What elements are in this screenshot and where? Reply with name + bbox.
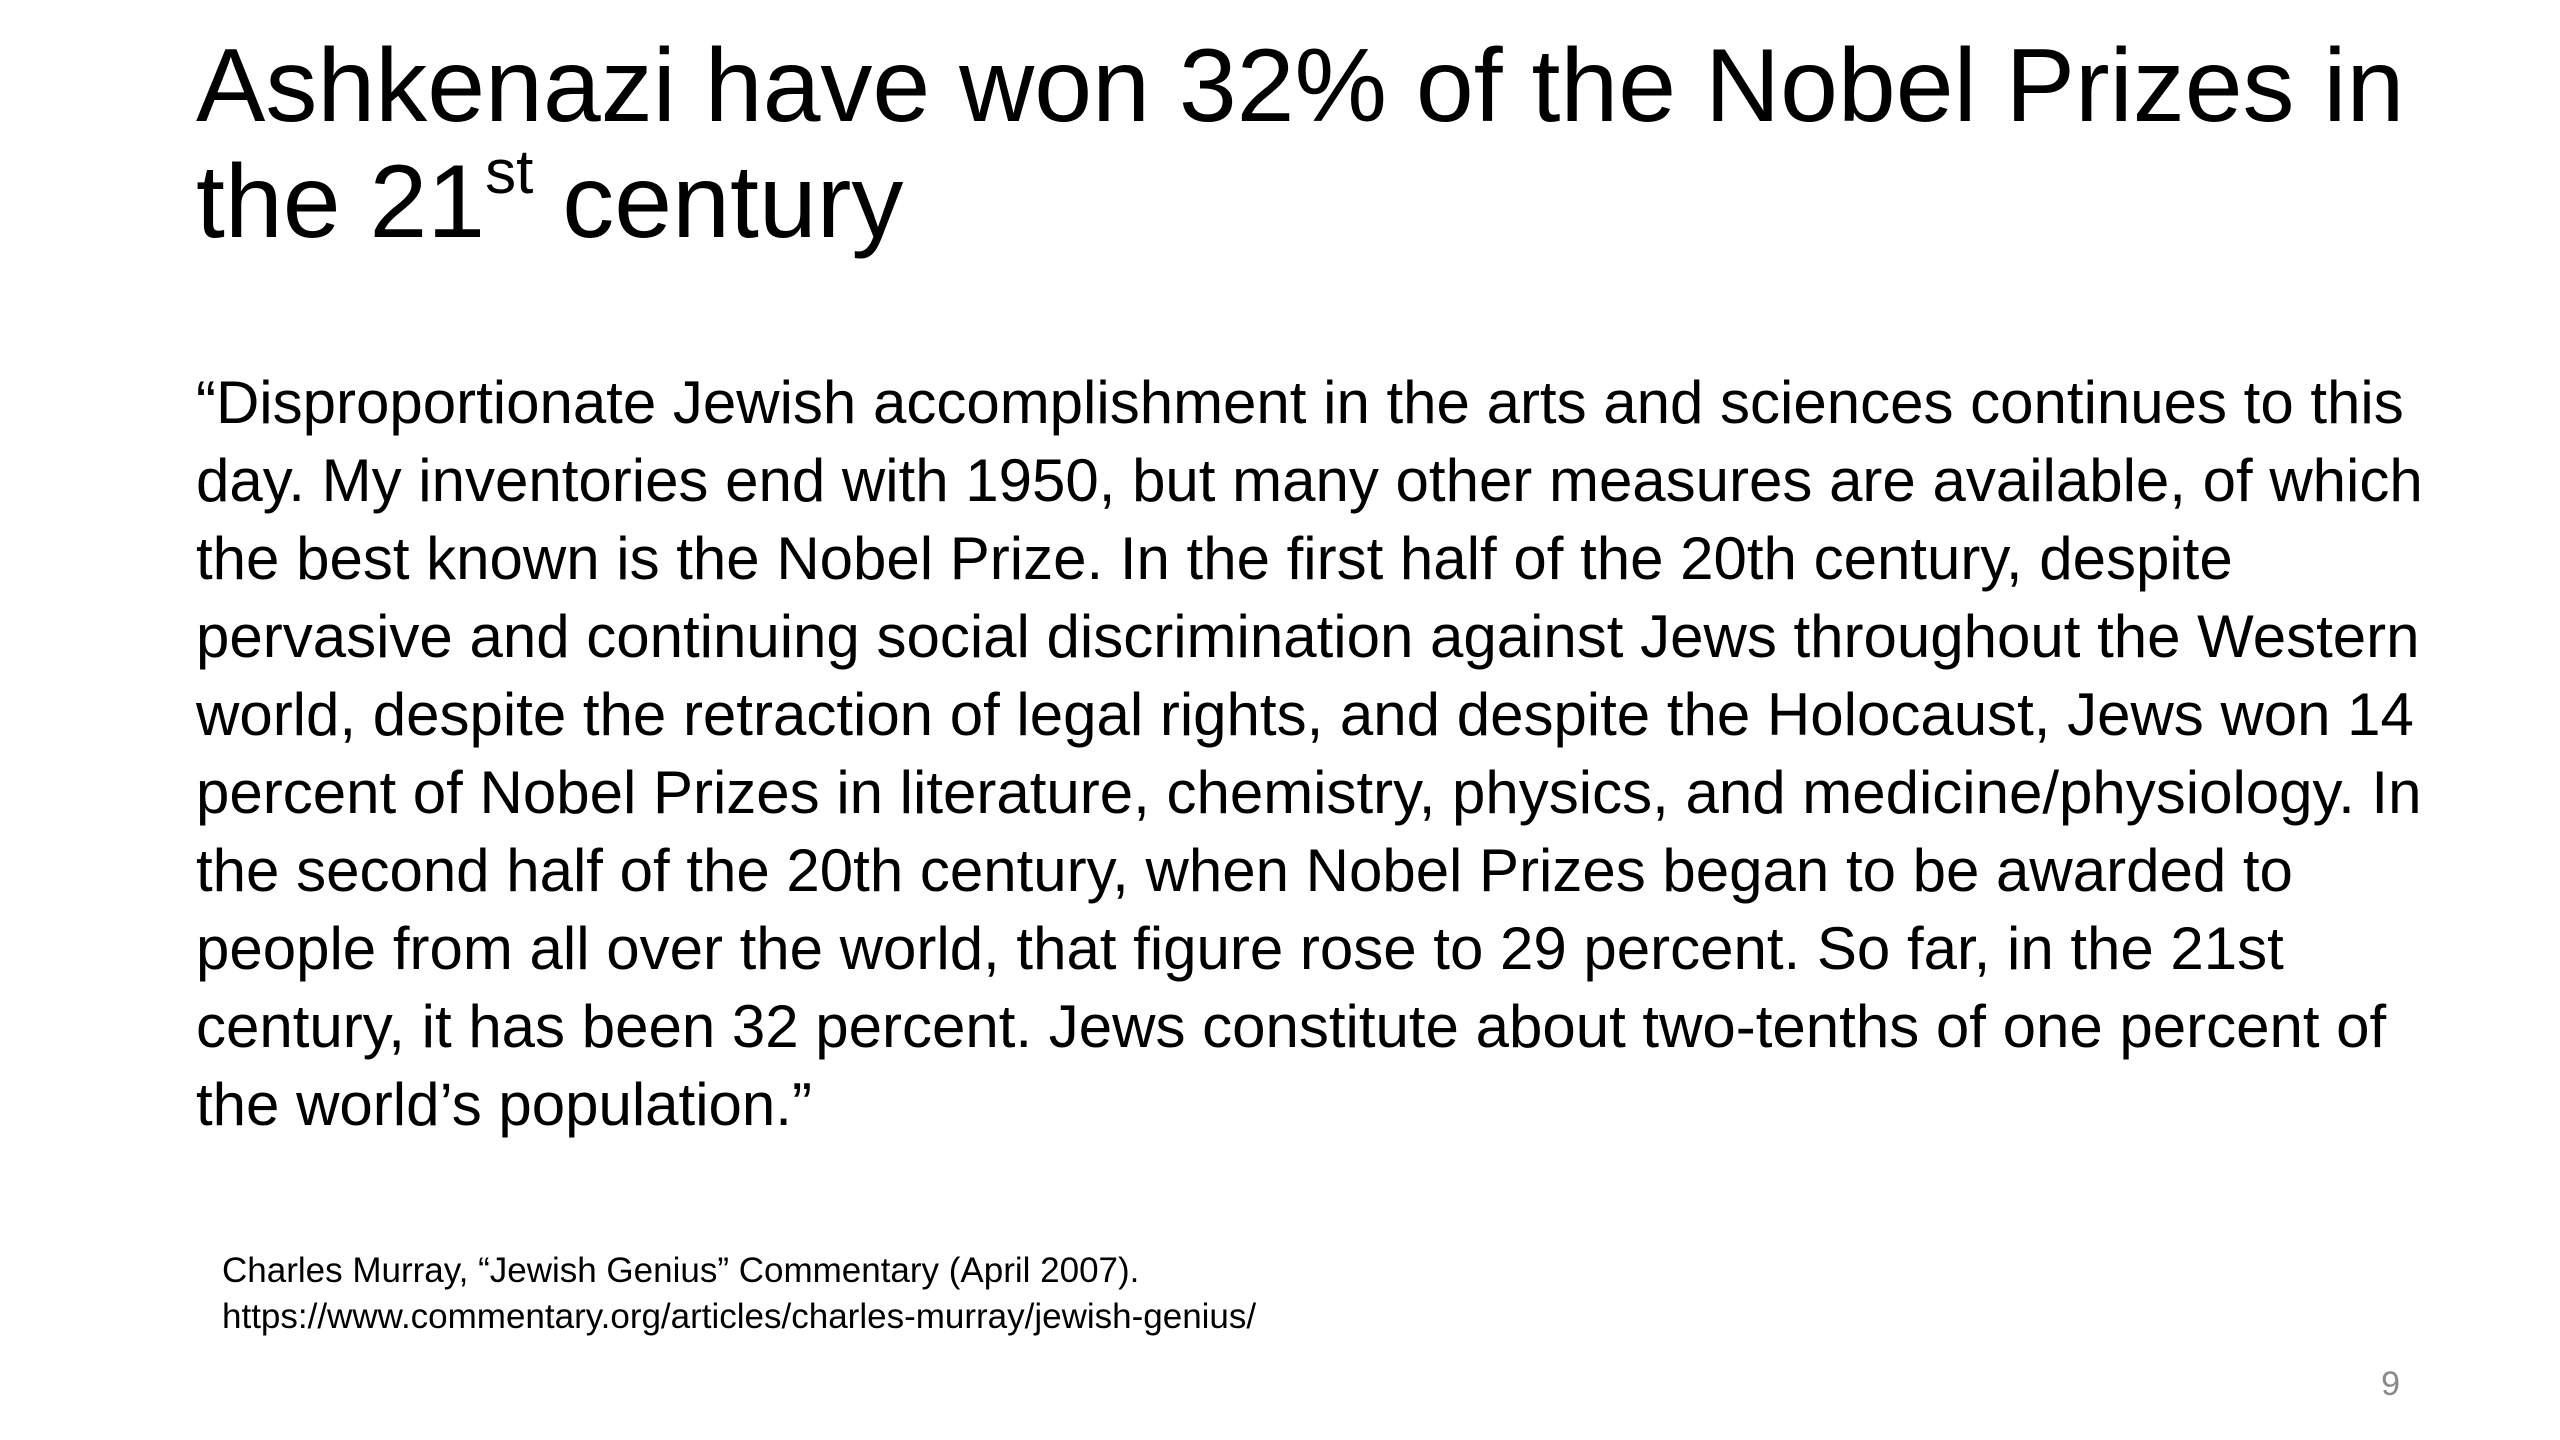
- slide-title-text: Ashkenazi have won 32% of the Nobel Prizes in the 21: [196, 28, 2405, 260]
- citation-author-line: Charles Murray, “Jewish Genius” Commentary (April 2007).: [222, 1251, 1140, 1290]
- slide-title-suffix: century: [533, 144, 904, 260]
- slide-title: [196, 28, 2526, 260]
- slide-title-superscript: st: [485, 138, 534, 208]
- quote-paragraph: “Disproportionate Jewish accomplishment in the arts and sciences continues to this day. My inventories end with 1950, but many other measures are available, of which the best known is the Nobel Prize. In the first half of the 20th century, despite pervasive and continuing social discrimination against Jews throughout the Western world, despite the retraction of legal rights, and despite the Holocaust, Jews won 14 percent of Nobel Prizes in literature, chemistry, physics, and medicine/physiology. In the second half of the 20th century, when Nobel Prizes began to be awarded to people from all over the world, that figure rose to 29 percent. So far, in the 21st century, it has been 32 percent. Jews constitute about two-tenths of one percent of the world’s population.”: [196, 369, 2423, 1138]
- citation: [222, 1248, 2022, 1340]
- citation-url: https://www.commentary.org/articles/charles-murray/jewish-genius/: [222, 1297, 1257, 1336]
- page-number: 9: [2381, 1365, 2400, 1403]
